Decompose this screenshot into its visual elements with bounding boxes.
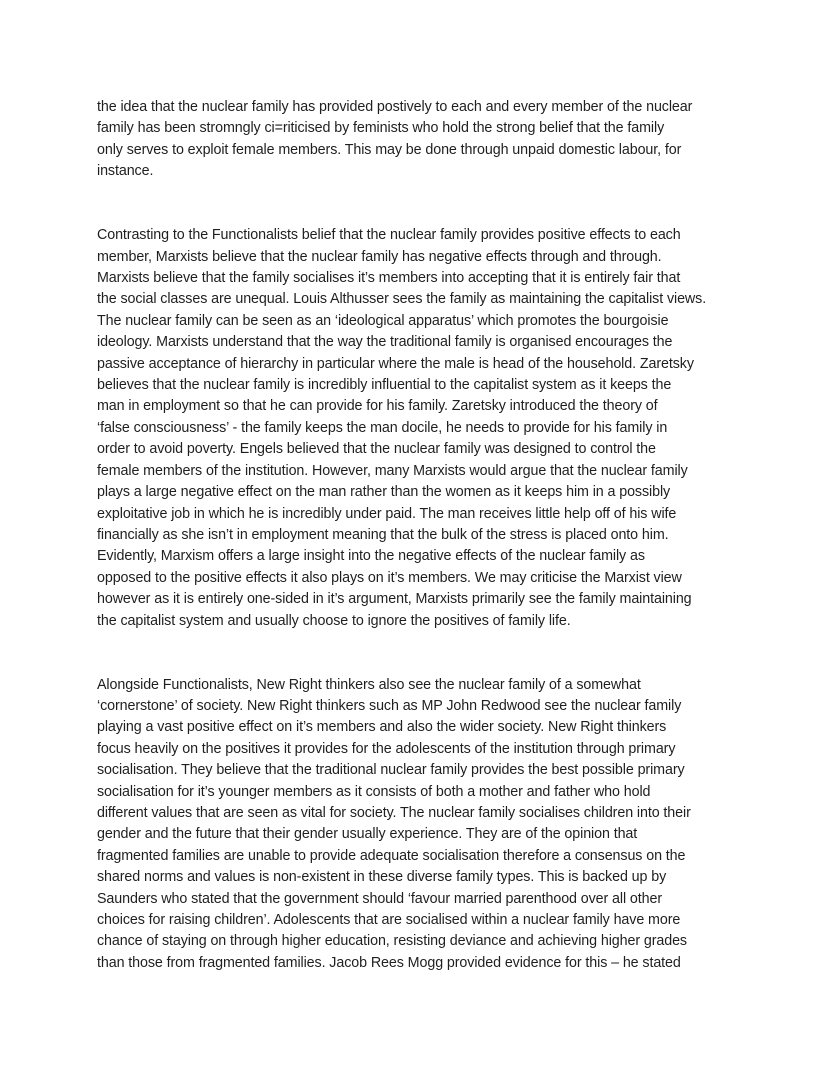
- text-line: Saunders who stated that the government should ‘favour married parenthood over all other: [97, 890, 663, 907]
- text-line: believes that the nuclear family is incredibly influential to the capitalist system as it keeps the: [97, 377, 672, 394]
- text-line: choices for raising children’. Adolescents that are socialised within a nuclear family have more: [97, 912, 681, 928]
- text-line: family has been stromngly ci=riticised by feminists who hold the strong belief that the family: [97, 120, 665, 137]
- text-line: gender and the future that their gender usually experience. They are of the opinion that: [97, 826, 638, 843]
- text-line: playing a vast positive effect on it’s members and also the wider society. New Right thinkers: [97, 719, 667, 736]
- text-line: the social classes are unequal. Louis Althusser sees the family as maintaining the capitalist views.: [97, 291, 707, 308]
- text-line: shared norms and values is non-existent in these diverse family types. This is backed up by: [97, 869, 667, 886]
- text-line: ‘false consciousness’ - the family keeps the man docile, he needs to provide for his family in: [97, 419, 668, 436]
- text-line: the capitalist system and usually choose to ignore the positives of family life.: [97, 612, 571, 629]
- text-line: order to avoid poverty. Engels believed that the nuclear family was designed to control the: [97, 441, 656, 458]
- text-line: the idea that the nuclear family has provided postively to each and every member of the nuclear: [97, 99, 693, 115]
- paragraph-feminist-critique: [97, 97, 737, 183]
- text-line: plays a large negative effect on the man rather than the women as it keeps him in a possibly: [97, 484, 671, 501]
- paragraph-new-right-view: [97, 675, 737, 975]
- text-line: Contrasting to the Functionalists belief that the nuclear family provides positive effects to each: [97, 227, 681, 244]
- text-line: member, Marxists believe that the nuclear family has negative effects through and through.: [97, 248, 662, 265]
- text-line: only serves to exploit female members. This may be done through unpaid domestic labour, for: [97, 141, 682, 158]
- text-line: The nuclear family can be seen as an ‘ideological apparatus’ which promotes the bourgoisie: [97, 312, 669, 329]
- text-line: socialisation. They believe that the traditional nuclear family provides the best possible primary: [97, 762, 685, 779]
- text-line: Evidently, Marxism offers a large insight into the negative effects of the nuclear family as: [97, 548, 645, 565]
- text-line: passive acceptance of hierarchy in particular where the male is head of the household. Zaretsky: [97, 355, 694, 372]
- text-line: Alongside Functionalists, New Right thinkers also see the nuclear family of a somewhat: [97, 676, 641, 693]
- text-line: fragmented families are unable to provide adequate socialisation therefore a consensus on the: [97, 847, 686, 864]
- text-line: ‘cornerstone’ of society. New Right thinkers such as MP John Redwood see the nuclear family: [97, 697, 682, 714]
- text-line: however as it is entirely one-sided in it’s argument, Marxists primarily see the family maintaining: [97, 591, 692, 608]
- text-line: different values that are seen as vital for society. The nuclear family socialises children into their: [97, 804, 691, 821]
- text-line: chance of staying on through higher education, resisting deviance and achieving higher grades: [97, 933, 687, 950]
- paragraph-marxist-view: [97, 225, 737, 632]
- text-line: man in employment so that he can provide for his family. Zaretsky introduced the theory of: [97, 398, 658, 415]
- text-line: opposed to the positive effects it also plays on it’s members. We may criticise the Marxist view: [97, 569, 682, 586]
- text-line: exploitative job in which he is incredibly under paid. The man receives little help off of his wife: [97, 505, 677, 522]
- document-page: [97, 97, 737, 974]
- text-line: ideology. Marxists understand that the way the traditional family is organised encourages the: [97, 334, 673, 351]
- text-line: than those from fragmented families. Jacob Rees Mogg provided evidence for this – he stated: [97, 954, 681, 971]
- text-line: female members of the institution. However, many Marxists would argue that the nuclear family: [97, 462, 688, 479]
- text-line: Marxists believe that the family socialises it’s members into accepting that it is entirely fair that: [97, 270, 681, 287]
- text-line: socialisation for it’s younger members as it consists of both a mother and father who hold: [97, 783, 651, 800]
- text-line: financially as she isn’t in employment meaning that the bulk of the stress is placed onto him.: [97, 526, 669, 543]
- text-line: instance.: [97, 163, 154, 180]
- text-line: focus heavily on the positives it provides for the adolescents of the institution through primary: [97, 740, 676, 757]
